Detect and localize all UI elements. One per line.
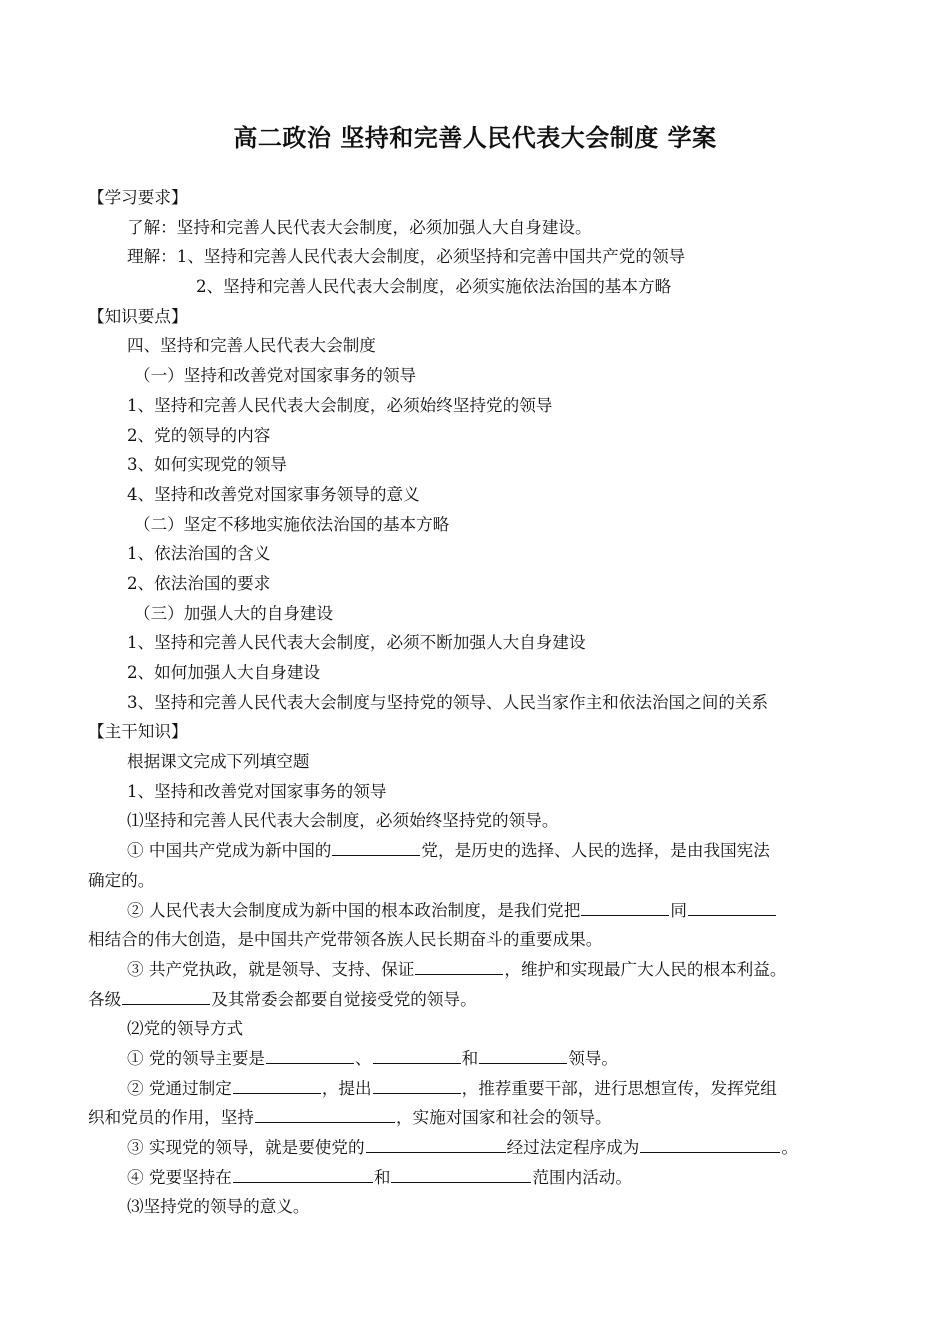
fill-question-5: ② 党通过制定 ，提出 ，推荐重要干部，进行思想宣传，发挥党组 [88, 1074, 888, 1104]
fill-question-3: ③ 共产党执政，就是领导、支持、保证 ，维护和实现最广大人民的根本利益。 [88, 955, 888, 985]
main-intro: 根据课文完成下列填空题 [127, 752, 310, 772]
study-req-comprehend-1: 理解：1、坚持和完善人民代表大会制度，必须坚持和完善中国共产党的领导 [127, 247, 686, 267]
document-body [88, 183, 888, 1222]
fill-question-1: ① 中国共产党成为新中国的 党，是历史的选择、人民的选择，是由我国宪法 [88, 836, 888, 866]
key-point-item: 四、坚持和完善人民代表大会制度 [127, 336, 376, 356]
fill-question-7: ④ 党要坚持在 和 范围内活动。 [88, 1163, 888, 1193]
study-req-understand: 了解：坚持和完善人民代表大会制度，必须加强人大自身建设。 [127, 217, 592, 237]
key-point-item: 2、依法治国的要求 [127, 573, 271, 593]
fill-blank[interactable] [581, 897, 669, 916]
fill-question-3-cont: 各级 及其常委会都要自觉接受党的领导。 [88, 985, 888, 1015]
fill-question-2-cont: 相结合的伟大创造，是中国共产党带领各族人民长期奋斗的重要成果。 [88, 930, 603, 950]
fill-blank[interactable] [122, 986, 210, 1005]
key-point-item: 2、如何加强人大自身建设 [127, 663, 321, 682]
main-paragraph-3: ⑶坚持党的领导的意义。 [127, 1197, 310, 1217]
fill-question-6: ③ 实现党的领导，就是要使党的 经过法定程序成为 。 [88, 1133, 888, 1163]
fill-blank[interactable] [373, 1075, 461, 1094]
main-paragraph-2: ⑵党的领导方式 [127, 1019, 244, 1039]
fill-question-4: ① 党的领导主要是 、 和 领导。 [88, 1044, 888, 1074]
key-point-item: 3、如何实现党的领导 [127, 455, 287, 475]
key-point-item: 1、依法治国的含义 [127, 544, 271, 564]
key-point-item: 1、坚持和完善人民代表大会制度，必须不断加强人大自身建设 [127, 633, 586, 653]
fill-question-5-cont: 织和党员的作用，坚持 ，实施对国家和社会的领导。 [88, 1103, 888, 1133]
fill-blank[interactable] [688, 897, 776, 916]
fill-blank[interactable] [255, 1104, 395, 1123]
key-point-item: （三）加强人大的自身建设 [134, 603, 334, 623]
fill-blank[interactable] [233, 1075, 321, 1094]
fill-question-1-cont: 确定的。 [88, 870, 155, 890]
section-header-key-points: 【知识要点】 [88, 306, 188, 326]
fill-blank[interactable] [640, 1134, 780, 1153]
fill-blank[interactable] [373, 1045, 461, 1064]
main-paragraph-1: ⑴坚持和完善人民代表大会制度，必须始终坚持党的领导。 [127, 811, 559, 831]
fill-blank[interactable] [332, 837, 420, 856]
fill-blank[interactable] [415, 956, 503, 975]
study-req-comprehend-2: 2、坚持和完善人民代表大会制度，必须实施依法治国的基本方略 [196, 277, 672, 297]
main-subsection-1: 1、坚持和改善党对国家事务的领导 [127, 781, 387, 801]
fill-blank[interactable] [479, 1045, 567, 1064]
section-header-main-knowledge: 【主干知识】 [88, 722, 188, 742]
fill-blank[interactable] [233, 1164, 373, 1183]
key-point-item: 3、坚持和完善人民代表大会制度与坚持党的领导、人民当家作主和依法治国之间的关系 [127, 692, 769, 712]
key-point-item: 4、坚持和改善党对国家事务领导的意义 [127, 484, 420, 504]
fill-blank[interactable] [266, 1045, 354, 1064]
page-title: 高二政治 坚持和完善人民代表大会制度 学案 [233, 124, 717, 152]
fill-blank[interactable] [391, 1164, 531, 1183]
fill-question-2: ② 人民代表大会制度成为新中国的根本政治制度，是我们党把 同 [88, 896, 888, 926]
fill-blank[interactable] [366, 1134, 506, 1153]
key-point-item: （二）坚定不移地实施依法治国的基本方略 [134, 514, 450, 534]
key-point-item: 2、党的领导的内容 [127, 425, 271, 445]
key-point-item: （一）坚持和改善党对国家事务的领导 [134, 366, 417, 386]
key-point-item: 1、坚持和完善人民代表大会制度，必须始终坚持党的领导 [127, 395, 553, 415]
section-header-study-requirements: 【学习要求】 [88, 188, 188, 207]
